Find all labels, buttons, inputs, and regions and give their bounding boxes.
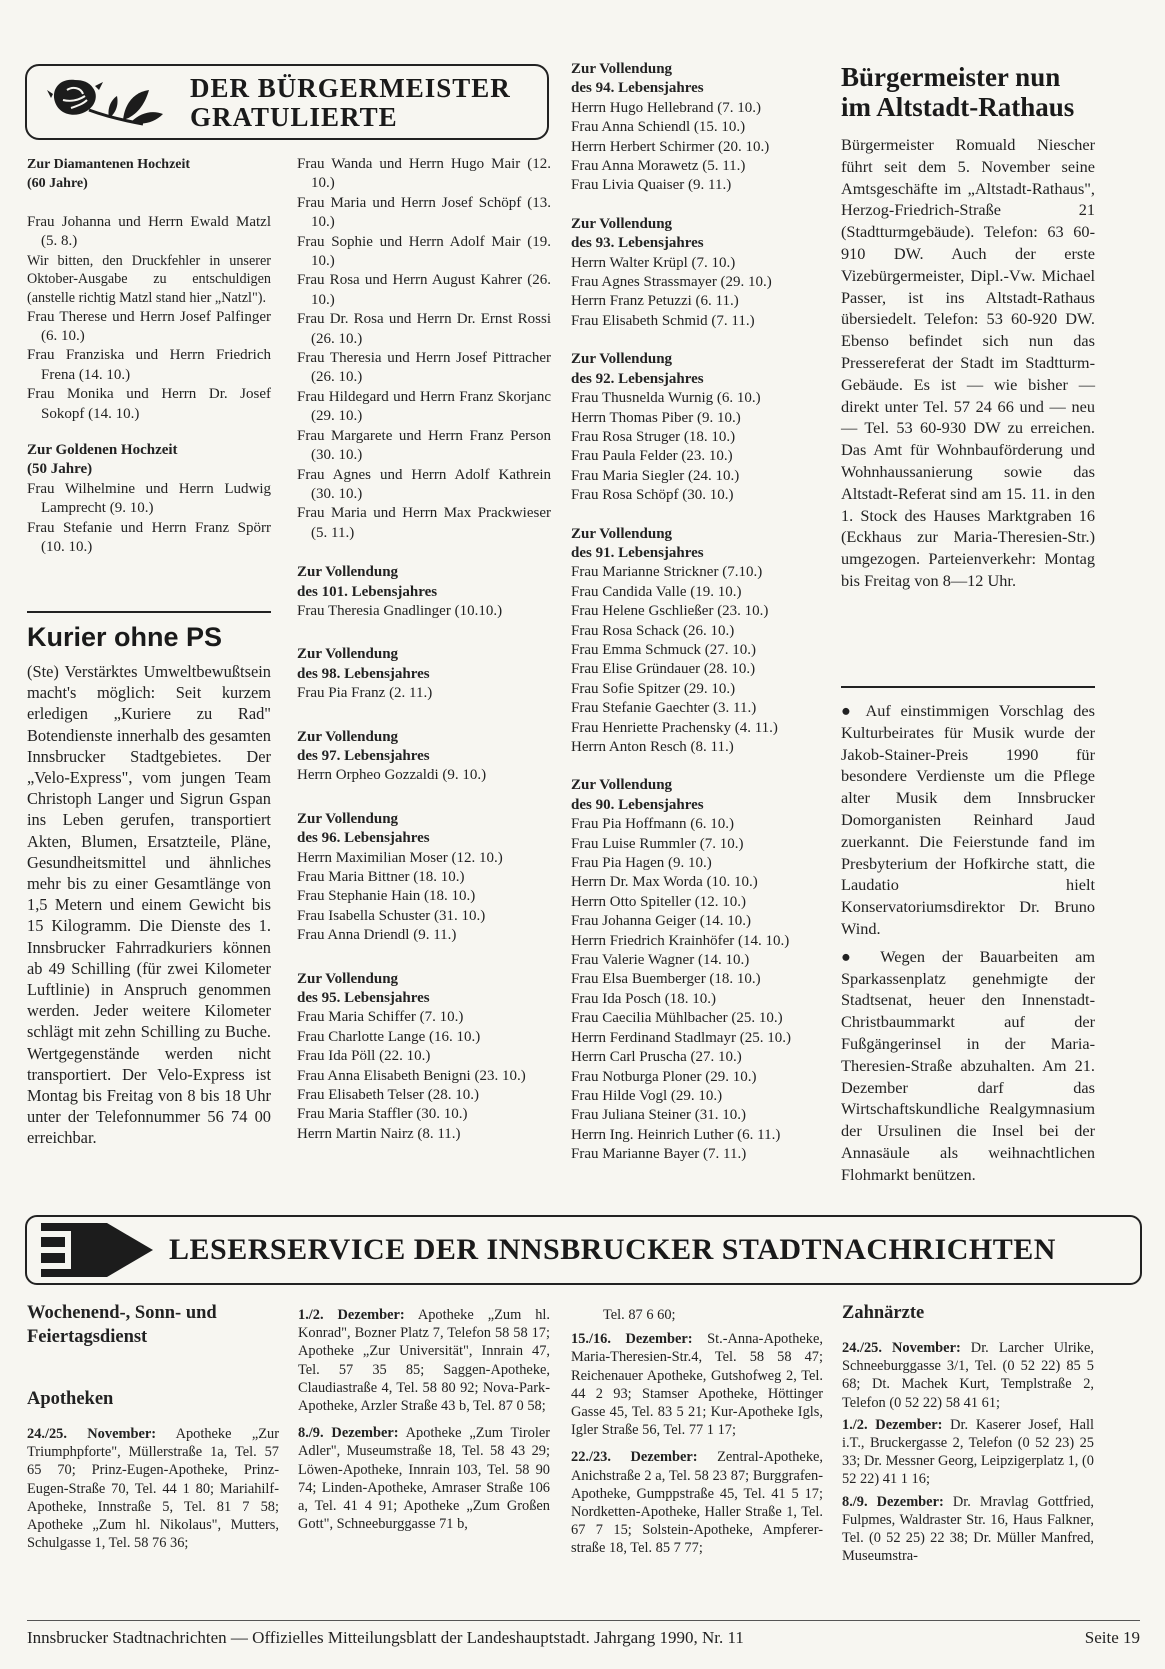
bullet-icon: ●	[841, 946, 864, 966]
list-item: Frau Hildegard und Herrn Franz Skorjanc (29. 10.)	[297, 388, 551, 425]
list-item: Frau Rosa Schack (26. 10.)	[571, 622, 735, 639]
list-item: Frau Anna Schiendl (15. 10.)	[571, 119, 746, 136]
list-item: Herrn Orpheo Gozzaldi (9. 10.)	[297, 767, 487, 784]
heading-95-l2: des 95. Lebensjahres	[297, 990, 430, 1007]
heading-90-l2: des 90. Lebensjahres	[571, 796, 704, 813]
list-item: Frau Agnes Strassmayer (29. 10.)	[571, 274, 772, 291]
heading-92-l1: Zur Vollendung	[571, 351, 673, 368]
list-item: Frau Stephanie Hain (18. 10.)	[297, 888, 476, 905]
service-text: Apotheke „Zum hl. Konrad", Bozner Platz 7, Telefon 58 58 17; Apotheke „Zur Universität", Innrain 47, Tel. 57 35 85; Saggen-Apotheke, Claudiastraße 4, Tel. 58 80 92; Nova-Park-Apotheke, Arzler Straße 43 b, Tel. 87 0 58;	[298, 1307, 551, 1415]
list-item: Frau Maria und Herrn Josef Schöpf (13. 10.)	[297, 194, 551, 231]
list-item: Frau Maria Schiffer (7. 10.)	[297, 1009, 464, 1026]
page-number: Seite 19	[1084, 1628, 1140, 1647]
service-text: Tel. 87 6 60;	[603, 1307, 676, 1323]
list-item: Frau Elise Gründauer (28. 10.)	[571, 661, 756, 678]
list-item: Herrn Maximilian Moser (12. 10.)	[297, 849, 503, 866]
gold-heading-l2: (50 Jahre)	[27, 461, 93, 478]
list-item: Frau Dr. Rosa und Herrn Dr. Ernst Rossi (26. 10.)	[297, 311, 551, 347]
header-title-line1: DER BÜRGERMEISTER	[190, 73, 511, 103]
service-text: Apotheke „Zum Tiroler Adler", Museumstraße 18, Tel. 58 43 29; Löwen-Apotheke, Innrain 103, Tel. 58 90 74; Linden-Apotheke, Amraser Straße 106 a, Tel. 41 4 91; Apotheke „Zum Großen Gott", Schneeburggasse 71 b,	[298, 1425, 550, 1533]
service-column-1	[27, 1301, 279, 1552]
list-item: Frau Paula Felder (23. 10.)	[571, 448, 733, 465]
heading-98-l2: des 98. Lebensjahres	[297, 665, 430, 682]
heading-91-l2: des 91. Lebensjahres	[571, 544, 704, 561]
service-date: 22./23. Dezember:	[571, 1449, 698, 1466]
list-item: Frau Valerie Wagner (14. 10.)	[571, 952, 750, 969]
list-item: Herrn Thomas Piber (9. 10.)	[571, 409, 741, 426]
heading-96-l1: Zur Vollendung	[297, 810, 399, 827]
bullet-icon: ●	[841, 701, 857, 720]
list-item: Frau Candida Valle (19. 10.)	[571, 583, 742, 600]
list-item: Frau Wilhelmine und Herrn Ludwig Lamprecht (9. 10.)	[27, 480, 271, 517]
list-item: Herrn Walter Krüpl (7. 10.)	[571, 254, 736, 271]
list-item: Frau Charlotte Lange (16. 10.)	[297, 1028, 481, 1045]
header-title-line2: GRATULIERTE	[190, 102, 398, 132]
note-christbaummarkt: Wegen der Bauarbeiten am Sparkassenplatz genehmigte der Stadtsenat, heuer den Innenstadt-Christbaummarkt auf der Fußgängerinsel in der Maria-Theresien-Straße abzuhalten. Am 21. Dezember darf das Wirtschaftskundliche Realgymnasium der Ursulinen die Insel bei der Annasäule als weihnachtlichen Flohmarkt benützen.	[841, 946, 1095, 1184]
footer	[27, 1628, 1140, 1648]
list-item: Frau Juliana Steiner (31. 10.)	[571, 1107, 746, 1124]
column-3	[571, 60, 827, 1165]
list-item: Frau Luise Rummler (7. 10.)	[571, 835, 744, 852]
list-item: Frau Maria und Herrn Max Prackwieser (5. 11.)	[297, 505, 551, 541]
rathaus-text: Bürgermeister Romuald Niescher führt seit dem 5. November seine Amtsgeschäfte im „Altstadt-Rathaus", Herzog-Friedrich-Straße 21 (Stadtturmgebäude). Telefon: 63 60-910 DW. Auch der erste Vizebürgermeister, Dipl.-Vw. Michael Passer, ist ins Altstadt-Rathaus übersiedelt. Telefon: 53 60-920 DW. Ebenso befindet sich nun das Pressereferat der Stadt im Stadtturm-Gebäude. Es ist — wie bisher — direkt unter Tel. 57 24 66 und — neu — Tel. 53 60-930 DW zu erreichen. Das Amt für Wohnbauförderung und Wohnhaussanierung sowie das Altstadt-Referat sind am 15. 11. in den 1. Stock des Hauses Marktgraben 16 (Eckhaus zur Maria-Theresien-Str.) umgezogen. Parteienverkehr: Montag bis Freitag von 8—12 Uhr.	[841, 135, 1095, 590]
note-kulturbeirat: Auf einstimmigen Vorschlag des Kulturbeirates für Musik wurde der Jakob-Stainer-Preis 1990 für besondere Verdienste um die Pflege alter Musik dem Innsbrucker Domorganisten Reinhard Jaud zuerkannt. Die Feierstunde fand im Presbyterium der Hofkirche statt, die Laudatio hielt Konservatoriumsdirektor Dr. Bruno Wind.	[841, 701, 1095, 938]
service-column-3	[571, 1306, 823, 1558]
heading-101-l2: des 101. Lebensjahres	[297, 583, 438, 600]
service-date: 8./9. Dezember:	[298, 1425, 399, 1442]
list-item: Frau Elsa Buemberger (18. 10.)	[571, 971, 761, 988]
service-heading-l2: Feiertagsdienst	[27, 1327, 148, 1347]
service-text: St.-Anna-Apotheke, Maria-Theresien-Str.4, Tel. 58 58 47; Reichenauer Apotheke, Gutshofweg 2, Tel. 44 2 93; Stamser Apotheke, Höttinger Gasse 45, Tel. 83 5 21; Kur-Apotheke Igls, Igler Straße 56, Tel. 77 1 17;	[571, 1331, 823, 1439]
list-item: Frau Notburga Ploner (29. 10.)	[571, 1068, 757, 1085]
list-item: Frau Maria Siegler (24. 10.)	[571, 467, 740, 484]
list-item: Frau Isabella Schuster (31. 10.)	[297, 907, 486, 924]
kurier-article	[27, 622, 271, 1149]
list-item: Herrn Carl Pruscha (27. 10.)	[571, 1049, 742, 1066]
list-item: Frau Wanda und Herrn Hugo Mair (12. 10.)	[297, 156, 551, 192]
column-4	[841, 62, 1095, 592]
list-item: Frau Anna Morawetz (5. 11.)	[571, 158, 746, 175]
kurier-text: (Ste) Verstärktes Umweltbewußtsein macht's möglich: Seit kurzem erledigen „Kuriere zu Rad" Botendienste innerhalb des gesamten Innsbrucker Stadtgebietes. Der „Velo-Express", vom jungen Team Christoph Langer und Sigrun Gspan ins Leben gerufen, transportiert Akten, Blumen, Ersatzteile, Pläne, Gesundheitsmittel und ähnliches mehr bis zu einer Gesamtlänge von 1,5 Metern und einem Gewicht bis 15 Kilogramm. Die Dienste des 1. Innsbrucker Fahrradkuriers können ab 49 Schilling (für zwei Kilometer Luftlinie) in Anspruch genommen werden. Jeder weitere Kilometer schlägt mit zehn Schilling zu Buche. Wertgegenstände werden nicht transportiert. Der Velo-Express ist Montag bis Freitag von 8 bis 18 Uhr unter der Telefonnummer 56 74 00 erreichbar.	[27, 662, 271, 1148]
list-item: Frau Hilde Vogl (29. 10.)	[571, 1087, 723, 1104]
heading-101-l1: Zur Vollendung	[297, 564, 399, 581]
correction-note: Wir bitten, den Druckfehler in unserer Oktober-Ausgabe zu entschuldigen (anstelle richtig Matzl stand hier „Natzl").	[27, 252, 271, 306]
list-item: Frau Helene Gschließer (23. 10.)	[571, 603, 769, 620]
service-date: 24./25. November:	[842, 1340, 961, 1356]
heading-94-l2: des 94. Lebensjahres	[571, 80, 704, 97]
service-text: Apotheke „Zur Triumphpforte", Müllerstraße 1a, Tel. 57 65 70; Prinz-Eugen-Apotheke, Prinz-Eugen-Straße 70, Tel. 44 1 80; Mariahilf-Apotheke, Innstraße 5, Tel. 81 7 58; Apotheke „Zum hl. Nikolaus", Mutters, Schulgasse 1, Tel. 58 76 36;	[27, 1426, 279, 1552]
list-item: Frau Theresia Gnadlinger (10.10.)	[297, 602, 503, 619]
list-item: Frau Monika und Herrn Dr. Josef Sokopf (14. 10.)	[27, 386, 271, 422]
service-column-2	[298, 1306, 550, 1533]
list-item: Herrn Ing. Heinrich Luther (6. 11.)	[571, 1126, 781, 1143]
gold-heading-l1: Zur Goldenen Hochzeit	[27, 442, 178, 459]
apotheken-heading: Apotheken	[27, 1389, 114, 1409]
list-item: Frau Sophie und Herrn Adolf Mair (19. 10.)	[297, 233, 551, 270]
service-date: 1./2. Dezember:	[842, 1416, 943, 1433]
list-item: Frau Rosa Struger (18. 10.)	[571, 428, 736, 445]
diamant-heading-l1: Zur Diamantenen Hochzeit	[27, 157, 191, 172]
column-4-notes	[841, 700, 1095, 1186]
list-item: Frau Thusnelda Wurnig (6. 10.)	[571, 390, 761, 407]
footer-divider	[27, 1620, 1140, 1621]
list-item: Frau Therese und Herrn Josef Palfinger (6. 10.)	[27, 308, 271, 344]
list-item: Herrn Otto Spiteller (12. 10.)	[571, 893, 746, 910]
rose-flower-icon	[45, 72, 167, 134]
list-item: Herrn Hugo Hellebrand (7. 10.)	[571, 99, 761, 116]
list-item: Herrn Herbert Schirmer (20. 10.)	[571, 138, 770, 155]
leserservice-banner	[25, 1215, 1142, 1285]
footer-publication: Innsbrucker Stadtnachrichten — Offizielles Mitteilungsblatt der Landeshauptstadt. Jahrgang 1990, Nr. 11	[27, 1628, 744, 1647]
list-item: Frau Agnes und Herrn Adolf Kathrein (30. 10.)	[297, 466, 551, 502]
rathaus-title-l1: Bürgermeister nun	[841, 62, 1061, 92]
list-item: Frau Henriette Prachensky (4. 11.)	[571, 719, 778, 736]
list-item: Frau Pia Franz (2. 11.)	[297, 685, 433, 702]
heading-93-l1: Zur Vollendung	[571, 215, 673, 232]
service-heading-l1: Wochenend-, Sonn- und	[27, 1303, 217, 1323]
diamant-heading-l2: (60 Jahre)	[27, 176, 88, 191]
heading-97-l1: Zur Vollendung	[297, 728, 399, 745]
heading-93-l2: des 93. Lebensjahres	[571, 235, 704, 252]
heading-91-l1: Zur Vollendung	[571, 525, 673, 542]
heading-92-l2: des 92. Lebensjahres	[571, 370, 704, 387]
service-date: 15./16. Dezember:	[571, 1331, 693, 1348]
heading-90-l1: Zur Vollendung	[571, 777, 673, 794]
list-item: Frau Emma Schmuck (27. 10.)	[571, 641, 756, 658]
divider	[27, 611, 271, 613]
list-item: Frau Anna Elisabeth Benigni (23. 10.)	[297, 1067, 526, 1084]
list-item: Frau Pia Hagen (9. 10.)	[571, 855, 712, 872]
service-date: 1./2. Dezember:	[298, 1307, 405, 1323]
list-item: Frau Ida Pöll (22. 10.)	[297, 1048, 431, 1065]
list-item: Herrn Martin Nairz (8. 11.)	[297, 1125, 461, 1142]
list-item: Frau Elisabeth Telser (28. 10.)	[297, 1087, 479, 1104]
list-item: Frau Maria Bittner (18. 10.)	[297, 869, 465, 885]
zahnaerzte-heading: Zahnärzte	[842, 1303, 925, 1323]
list-item: Frau Caecilia Mühlbacher (25. 10.)	[571, 1010, 783, 1027]
list-item: Frau Sofie Spitzer (29. 10.)	[571, 680, 736, 697]
list-item: Herrn Ferdinand Stadlmayr (25. 10.)	[571, 1029, 791, 1046]
rathaus-title-l2: im Altstadt-Rathaus	[841, 92, 1075, 122]
list-item: Frau Maria Staffler (30. 10.)	[297, 1106, 468, 1123]
header-box	[25, 64, 549, 140]
service-text: Zentral-Apotheke, Anichstraße 2 a, Tel. 58 23 87; Burggrafen-Apotheke, Gumppstraße 45, Tel. 41 5 17; Nordketten-Apotheke, Haller Straße 1, Tel. 67 7 15; Solstein-Apotheke, Ampferer-straße 18, Tel. 85 7 77;	[571, 1449, 823, 1557]
list-item: Frau Theresia und Herrn Josef Pittracher (26. 10.)	[297, 350, 551, 386]
leserservice-title: LESERSERVICE DER INNSBRUCKER STADTNACHRICHTEN	[169, 1233, 1056, 1266]
list-item: Frau Johanna und Herrn Ewald Matzl (5. 8.)	[27, 214, 271, 250]
list-item: Frau Stefanie und Herrn Franz Spörr (10. 10.)	[27, 519, 271, 556]
list-item: Herrn Anton Resch (8. 11.)	[571, 739, 734, 755]
list-item: Herrn Friedrich Krainhöfer (14. 10.)	[571, 932, 790, 949]
list-item: Frau Rosa Schöpf (30. 10.)	[571, 487, 734, 504]
list-item: Frau Rosa und Herrn August Kahrer (26. 10.)	[297, 272, 551, 308]
list-item: Herrn Dr. Max Worda (10. 10.)	[571, 874, 758, 891]
list-item: Frau Margarete und Herrn Franz Person (30. 10.)	[297, 427, 551, 464]
list-item: Frau Marianne Strickner (7.10.)	[571, 564, 763, 581]
list-item: Frau Johanna Geiger (14. 10.)	[571, 913, 751, 930]
divider	[841, 686, 1095, 688]
list-item: Frau Ida Posch (18. 10.)	[571, 990, 716, 1007]
list-item: Frau Stefanie Gaechter (3. 11.)	[571, 700, 757, 717]
column-1	[27, 155, 271, 557]
list-item: Frau Elisabeth Schmid (7. 11.)	[571, 312, 755, 329]
heading-95-l1: Zur Vollendung	[297, 970, 399, 987]
heading-94-l1: Zur Vollendung	[571, 61, 673, 77]
heading-98-l1: Zur Vollendung	[297, 646, 399, 663]
service-text: Dr. Kaserer Josef, Hall i.T., Bruckergasse 2, Telefon (0 52 23) 25 33; Dr. Messner Georg, Leipzigerplatz 1, (0 52 22) 41 1 16;	[842, 1416, 1094, 1488]
list-item: Frau Pia Hoffmann (6. 10.)	[571, 816, 735, 833]
list-item: Frau Livia Quaiser (9. 11.)	[571, 177, 732, 194]
list-item: Frau Franziska und Herrn Friedrich Frena (14. 10.)	[27, 347, 271, 383]
list-item: Herrn Franz Petuzzi (6. 11.)	[571, 293, 739, 310]
heading-96-l2: des 96. Lebensjahres	[297, 830, 430, 847]
service-date: 8./9. Dezember:	[842, 1493, 944, 1510]
kurier-title: Kurier ohne PS	[27, 622, 223, 652]
list-item: Frau Anna Driendl (9. 11.)	[297, 927, 457, 944]
column-2	[297, 155, 551, 1144]
service-text: Dr. Larcher Ulrike, Schneeburggasse 3/1, Tel. (0 52 22) 85 5 68; Dt. Machek Kurt, Templstraße 2, Telefon (0 52 22) 58 41 61;	[842, 1340, 1094, 1411]
header-title	[190, 74, 540, 132]
list-item: Frau Marianne Bayer (7. 11.)	[571, 1146, 747, 1163]
service-date: 24./25. November:	[27, 1426, 157, 1442]
service-text: Dr. Mravlag Gottfried, Fulpmes, Waldraster Str. 16, Haus Falkner, Tel. (0 52 25) 22 38; Dr. Müller Manfred, Museumstra-	[842, 1493, 1094, 1565]
heading-97-l2: des 97. Lebensjahres	[297, 747, 430, 764]
service-column-4	[842, 1301, 1094, 1565]
stadtnachrichten-logo-icon	[35, 1223, 159, 1277]
